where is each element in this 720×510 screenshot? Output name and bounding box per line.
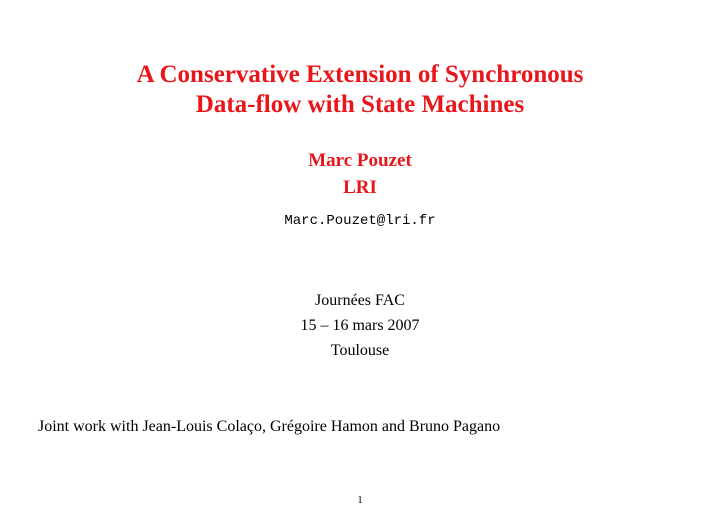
joint-work-note: Joint work with Jean-Louis Colaço, Grégoire Hamon and Bruno Pagano [38,418,501,435]
slide-title [0,60,720,120]
title-line-1: A Conservative Extension of Synchronous [136,61,584,88]
author-email: Marc.Pouzet@lri.fr [284,213,436,229]
author-affiliation: LRI [343,177,377,198]
event-location: Toulouse [330,342,390,359]
event-dates: 15 – 16 mars 2007 [300,317,420,334]
author-name: Marc Pouzet [308,150,412,171]
title-line-2: Data-flow with State Machines [195,91,525,118]
event-block [0,288,720,363]
event-name: Journées FAC [315,292,405,309]
author-block [0,147,720,201]
page-number: 1 [357,494,363,506]
